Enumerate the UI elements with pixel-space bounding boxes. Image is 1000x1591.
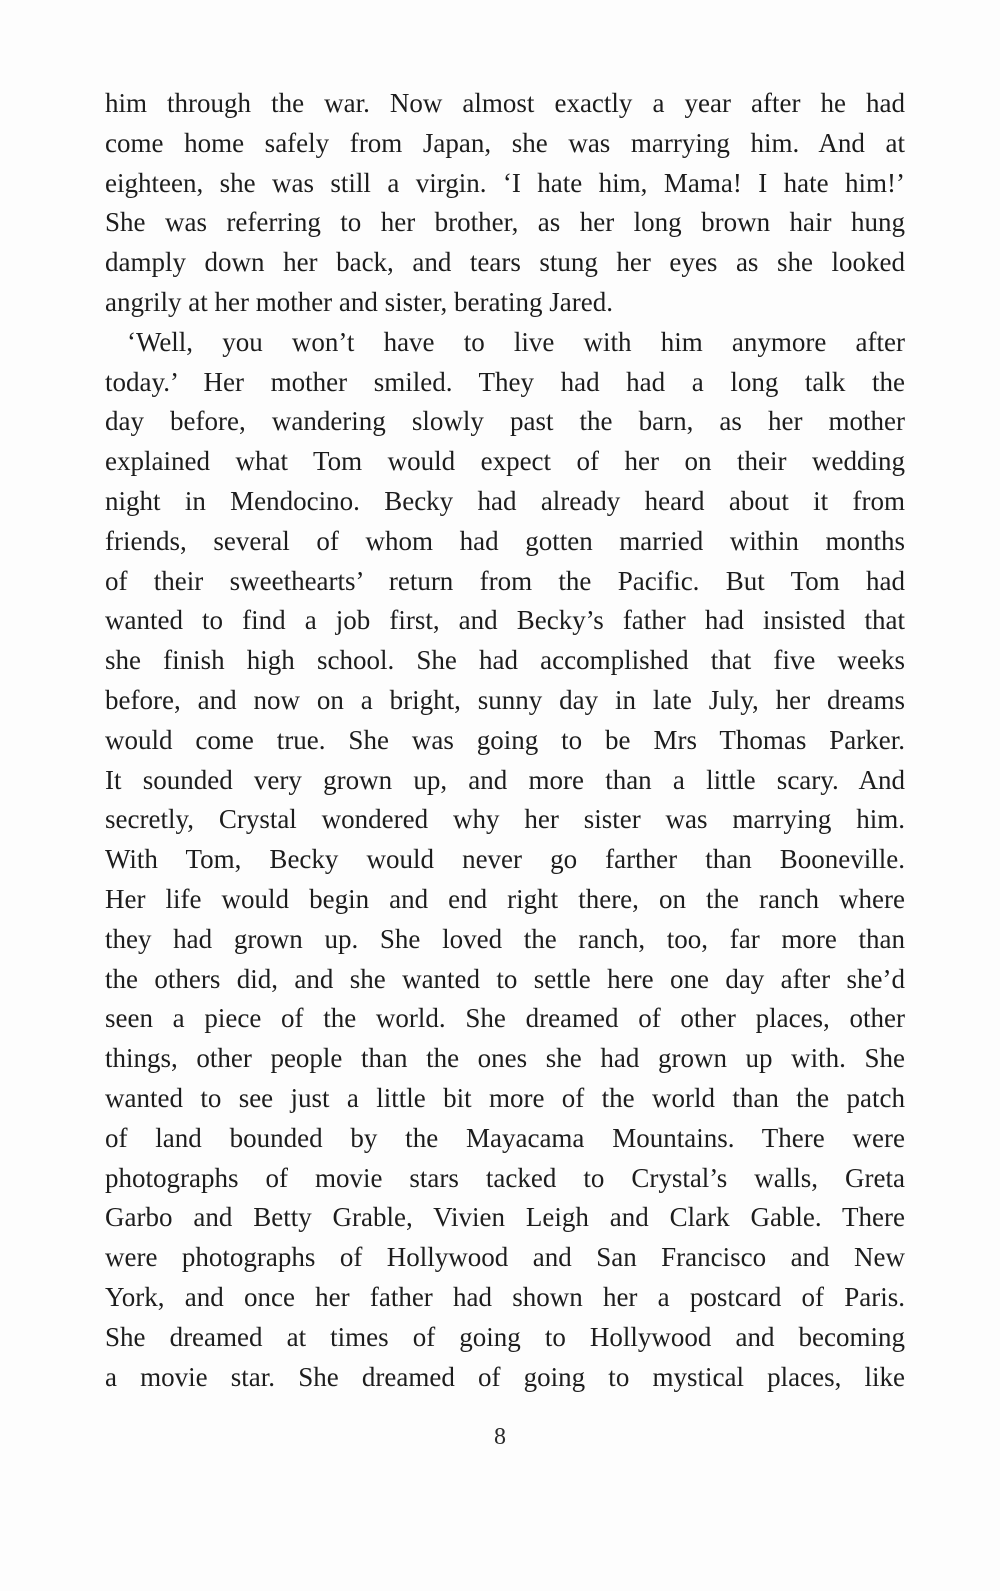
text-line-13: of their sweethearts’ return from the Pacific. But Tom had bbox=[105, 565, 905, 596]
text-line-4: She was referring to her brother, as her long brown hair hung bbox=[105, 207, 905, 238]
text-line-29: Garbo and Betty Grable, Vivien Leigh and Clark Gable. There bbox=[105, 1202, 905, 1233]
text-line-1: him through the war. Now almost exactly a year after he had bbox=[105, 88, 905, 118]
text-line-3: eighteen, she was still a virgin. ‘I hate him, Mama! I hate him!’ bbox=[105, 167, 905, 198]
text-line-25: things, other people than the ones she had grown up with. She bbox=[105, 1043, 905, 1074]
page-number: 8 bbox=[494, 1424, 506, 1450]
text-line-17: would come true. She was going to be Mrs Thomas Parker. bbox=[105, 724, 905, 755]
text-line-21: Her life would begin and end right there, on the ranch where bbox=[105, 883, 905, 914]
text-line-23: the others did, and she wanted to settle here one day after she’d bbox=[105, 963, 905, 994]
text-line-20: With Tom, Becky would never go farther than Booneville. bbox=[105, 844, 905, 875]
text-line-24: seen a piece of the world. She dreamed of other places, other bbox=[105, 1003, 905, 1034]
text-line-15: she finish high school. She had accomplished that five weeks bbox=[105, 645, 905, 676]
text-line-16: before, and now on a bright, sunny day in late July, her dreams bbox=[105, 684, 905, 715]
text-line-27: of land bounded by the Mayacama Mountains. There were bbox=[105, 1122, 905, 1153]
text-line-9: day before, wandering slowly past the barn, as her mother bbox=[105, 406, 905, 437]
text-line-30: were photographs of Hollywood and San Francisco and New bbox=[105, 1242, 905, 1273]
text-line-32: She dreamed at times of going to Hollywood and becoming bbox=[105, 1321, 905, 1352]
text-line-22: they had grown up. She loved the ranch, too, far more than bbox=[105, 923, 905, 954]
text-line-18: It sounded very grown up, and more than a little scary. And bbox=[105, 764, 905, 795]
text-line-7: ‘Well, you won’t have to live with him anymore after bbox=[127, 326, 905, 357]
text-line-14: wanted to find a job first, and Becky’s father had insisted that bbox=[105, 605, 905, 636]
body-text bbox=[105, 84, 905, 1397]
text-line-11: night in Mendocino. Becky had already heard about it from bbox=[105, 485, 905, 516]
text-line-6: angrily at her mother and sister, berating Jared. bbox=[105, 286, 613, 317]
text-line-19: secretly, Crystal wondered why her sister was marrying him. bbox=[105, 804, 905, 835]
text-line-5: damply down her back, and tears stung her eyes as she looked bbox=[105, 247, 905, 278]
text-line-10: explained what Tom would expect of her on their wedding bbox=[105, 446, 905, 477]
text-line-12: friends, several of whom had gotten married within months bbox=[105, 525, 905, 556]
text-line-31: York, and once her father had shown her a postcard of Paris. bbox=[105, 1281, 905, 1312]
text-line-8: today.’ Her mother smiled. They had had a long talk the bbox=[105, 366, 905, 397]
text-line-33: a movie star. She dreamed of going to mystical places, like bbox=[105, 1361, 905, 1392]
text-line-2: come home safely from Japan, she was marrying him. And at bbox=[105, 127, 905, 158]
text-line-26: wanted to see just a little bit more of the world than the patch bbox=[105, 1082, 905, 1113]
text-line-28: photographs of movie stars tacked to Crystal’s walls, Greta bbox=[105, 1162, 905, 1193]
